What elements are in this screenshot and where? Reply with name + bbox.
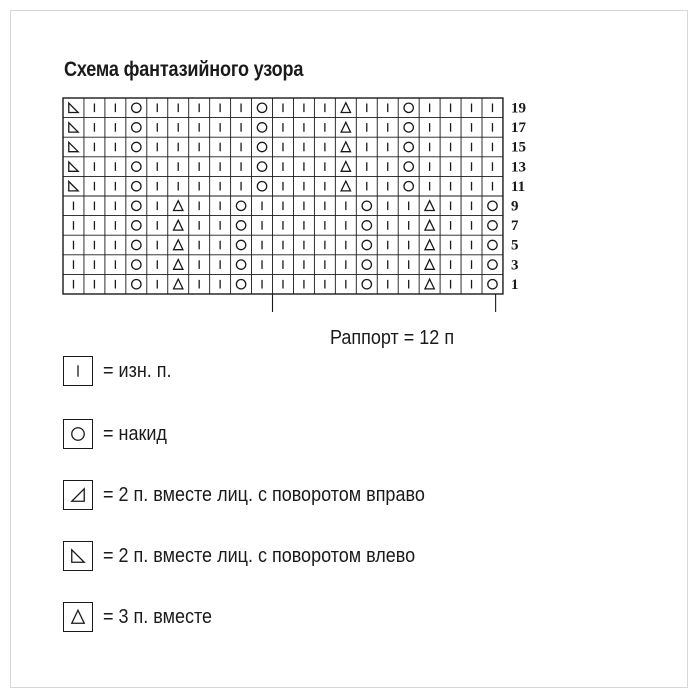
k3tog-icon-cell (341, 122, 350, 132)
yarn-over-icon-cell (257, 181, 266, 190)
k3tog-icon-cell (341, 181, 350, 191)
k3tog-icon-cell (425, 279, 434, 289)
k2tog-right-icon (63, 480, 93, 510)
k3tog-icon-cell (174, 279, 183, 289)
yarn-over-icon-cell (404, 103, 413, 112)
yarn-over-icon-cell (257, 103, 266, 112)
yarn-over-icon-cell (488, 260, 497, 269)
row-number-label: 17 (510, 120, 526, 137)
k2tog-left-icon-cell (69, 123, 78, 132)
k3tog-icon-cell (425, 260, 434, 270)
yarn-over-icon-cell (132, 260, 141, 269)
yarn-over-icon-cell (236, 240, 245, 249)
legend-item-k3tog (63, 602, 224, 632)
row-number-label: 5 (510, 237, 519, 254)
k3tog-icon-cell (174, 260, 183, 270)
yarn-over-icon-cell (404, 123, 413, 132)
k3tog-icon-cell (341, 142, 350, 152)
yarn-over-icon-cell (257, 123, 266, 132)
legend-text: = 2 п. вместе лиц. с поворотом вправо (103, 483, 425, 506)
purl-icon (63, 356, 93, 386)
yarn-over-icon-cell (132, 221, 141, 230)
k3tog-icon (63, 602, 93, 632)
yarn-over-icon-cell (362, 221, 371, 230)
row-number-label: 19 (510, 100, 526, 117)
k3tog-icon-cell (425, 201, 434, 211)
k2tog-left-icon (63, 541, 93, 571)
k3tog-icon-cell (174, 201, 183, 211)
k3tog-icon-cell (341, 162, 350, 172)
chart-title: Схема фантазийного узора (64, 58, 304, 81)
legend-item-k2tog-left (63, 541, 450, 571)
yarn-over-icon-cell (404, 181, 413, 190)
yarn-over-icon-cell (362, 201, 371, 210)
legend-item-yarn-over (63, 419, 174, 449)
yarn-over-icon-cell (257, 162, 266, 171)
k2tog-left-icon-cell (69, 142, 78, 151)
legend-text: = 2 п. вместе лиц. с поворотом влево (103, 544, 416, 567)
yarn-over-icon (63, 419, 93, 449)
yarn-over-icon-cell (362, 240, 371, 249)
yarn-over-icon-cell (132, 162, 141, 171)
yarn-over-icon-cell (362, 260, 371, 269)
row-number-label: 3 (510, 257, 519, 274)
yarn-over-icon-cell (236, 201, 245, 210)
k3tog-icon-cell (341, 103, 350, 113)
yarn-over-icon-cell (132, 279, 141, 288)
row-number-label: 15 (510, 139, 526, 156)
k3tog-icon-cell (174, 220, 183, 230)
k2tog-left-icon-cell (69, 162, 78, 171)
yarn-over-icon-cell (488, 240, 497, 249)
yarn-over-icon-cell (236, 221, 245, 230)
row-number-label: 13 (510, 159, 526, 176)
legend-item-k2tog-right (63, 480, 461, 510)
k3tog-icon-cell (174, 240, 183, 250)
row-number-label: 7 (510, 218, 519, 235)
yarn-over-icon-cell (132, 201, 141, 210)
yarn-over-icon-cell (488, 279, 497, 288)
legend-text: = изн. п. (103, 359, 172, 382)
k2tog-left-icon-cell (69, 181, 78, 190)
row-number-label: 9 (510, 198, 519, 215)
yarn-over-icon-cell (236, 279, 245, 288)
yarn-over-icon-cell (132, 240, 141, 249)
yarn-over-icon-cell (132, 103, 141, 112)
yarn-over-icon-cell (404, 142, 413, 151)
yarn-over-icon-cell (362, 279, 371, 288)
yarn-over-icon-cell (488, 221, 497, 230)
legend-text: = 3 п. вместе (103, 605, 213, 628)
yarn-over-icon-cell (488, 201, 497, 210)
yarn-over-icon-cell (404, 162, 413, 171)
k3tog-icon-cell (425, 240, 434, 250)
legend-item-purl (63, 356, 179, 386)
k2tog-left-icon-cell (69, 103, 78, 112)
k3tog-icon-cell (425, 220, 434, 230)
repeat-label: Раппорт = 12 п (330, 327, 455, 349)
row-number-label: 11 (510, 178, 526, 195)
yarn-over-icon-cell (132, 142, 141, 151)
yarn-over-icon-cell (236, 260, 245, 269)
yarn-over-icon-cell (257, 142, 266, 151)
row-number-label: 1 (510, 276, 519, 293)
yarn-over-icon-cell (132, 123, 141, 132)
legend-text: = накид (103, 422, 167, 445)
yarn-over-icon-cell (132, 181, 141, 190)
